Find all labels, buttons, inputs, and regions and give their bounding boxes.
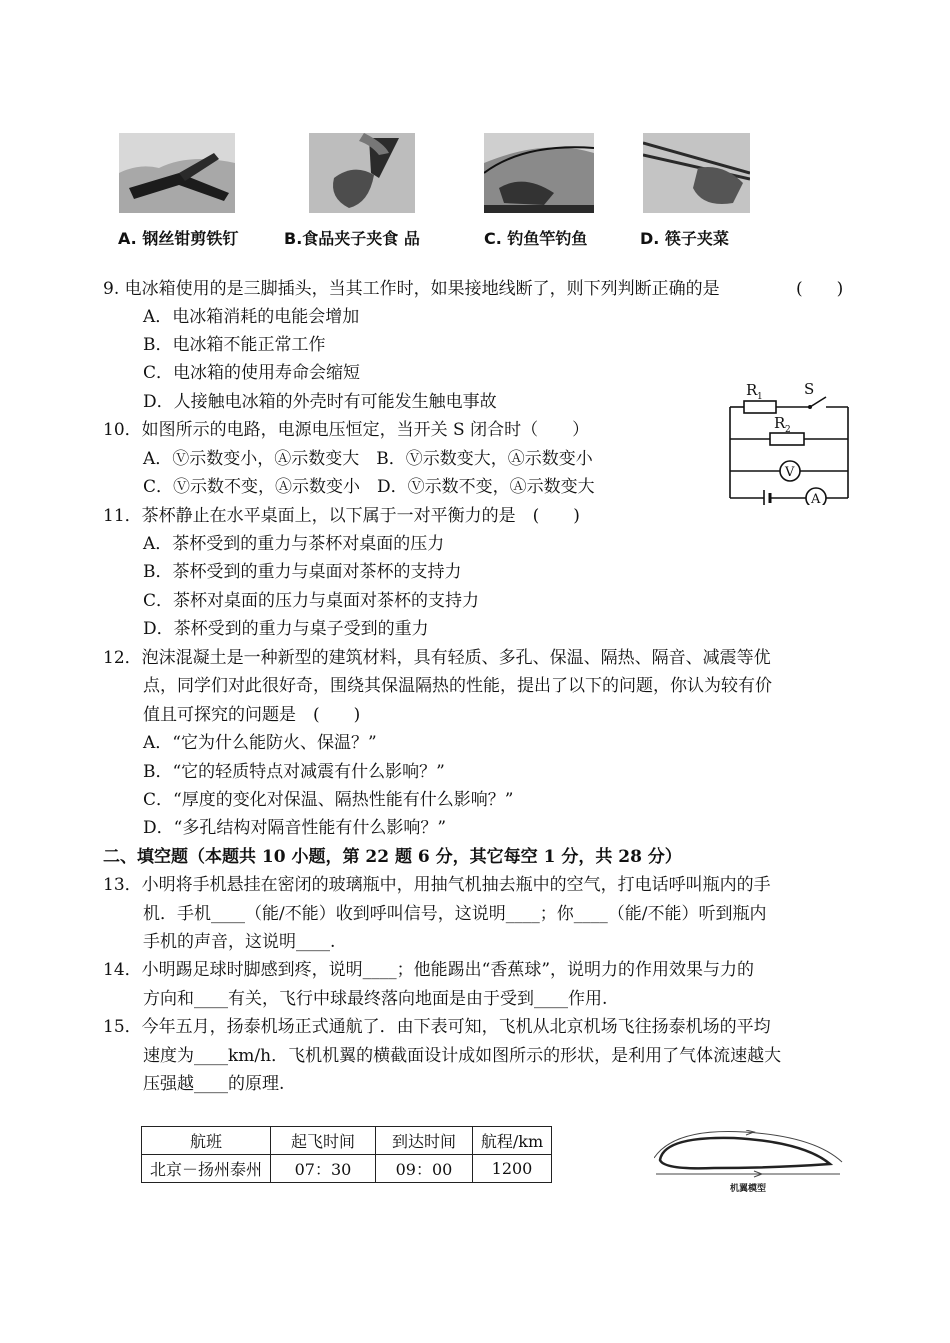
q15-line-2: 速度为____km/h．飞机机翼的横截面设计成如图所示的形状，是利用了气体流速越大	[143, 1046, 782, 1066]
circuit-r2-sub: 2	[785, 425, 791, 435]
q13-line-1: 13．小明将手机悬挂在密闭的玻璃瓶中，用抽气机抽去瓶中的空气，打电话呼叫瓶内的手	[103, 875, 771, 895]
flight-table	[141, 1126, 552, 1183]
circuit-r1-label: R	[746, 381, 758, 399]
q9-option-d: D．人接触电冰箱的外壳时有可能发生触电事故	[143, 392, 497, 412]
caption-c: C. 钓鱼竿钓鱼	[484, 229, 588, 248]
header-flight: 航班	[142, 1127, 271, 1155]
section-2-heading: 二、填空题（本题共 10 小题，第 22 题 6 分，其它每空 1 分，共 28 分）	[103, 847, 682, 867]
caption-d: D. 筷子夹菜	[640, 229, 729, 248]
q12-option-c: C．“厚度的变化对保温、隔热性能有什么影响？”	[143, 790, 514, 810]
q13-line-3: 手机的声音，这说明____.	[143, 932, 336, 952]
q15-line-3: 压强越____的原理.	[143, 1074, 285, 1094]
circuit-diagram	[726, 380, 852, 505]
q11-option-a: A．茶杯受到的重力与茶杯对桌面的压力	[143, 534, 445, 554]
photo-pliers	[119, 133, 235, 213]
q9-stem: 9. 电冰箱使用的是三脚插头，当其工作时，如果接地线断了，则下列判断正确的是	[103, 279, 720, 299]
q10-stem: 10．如图所示的电路，电源电压恒定，当开关 S 闭合时（ ）	[103, 420, 590, 440]
flight-table-header-row	[142, 1127, 552, 1155]
q14-line-1: 14．小明踢足球时脚感到疼，说明____；他能踢出“香蕉球”，说明力的作用效果与力的	[103, 960, 755, 980]
q11-stem: 11．茶杯静止在水平桌面上，以下属于一对平衡力的是 ( )	[103, 506, 580, 526]
circuit-r1-sub: 1	[757, 392, 763, 402]
q10-options-ab: A．Ⓥ示数变小，Ⓐ示数变大 B．Ⓥ示数变大，Ⓐ示数变小	[143, 449, 593, 469]
ammeter-label: A	[811, 492, 821, 505]
q9-paren: ( )	[796, 279, 844, 299]
wing-diagram	[654, 1130, 844, 1196]
photo-food-clip	[309, 133, 415, 213]
cell-distance: 1200	[473, 1155, 552, 1183]
q11-option-d: D．茶杯受到的重力与桌子受到的重力	[143, 619, 429, 639]
q12-stem-line-1: 12．泡沫混凝土是一种新型的建筑材料，具有轻质、多孔、保温、隔热、隔音、减震等优	[103, 648, 771, 668]
q12-option-b: B．“它的轻质特点对减震有什么影响？”	[143, 762, 445, 782]
header-distance: 航程/km	[473, 1127, 552, 1155]
flight-table-row	[142, 1155, 552, 1183]
q11-option-b: B．茶杯受到的重力与桌面对茶杯的支持力	[143, 562, 462, 582]
photo-fishing-rod	[484, 133, 594, 213]
q13-line-2: 机．手机____（能/不能）收到呼叫信号，这说明____；你____（能/不能）听到瓶内	[143, 904, 767, 924]
caption-b: B.食品夹子夹食 品	[284, 229, 420, 248]
circuit-switch-label: S	[804, 380, 815, 398]
q9-option-c: C．电冰箱的使用寿命会缩短	[143, 363, 361, 383]
q12-stem-line-3: 值且可探究的问题是 ( )	[143, 705, 361, 725]
q12-option-d: D．“多孔结构对隔音性能有什么影响？”	[143, 818, 447, 838]
q14-line-2: 方向和____有关，飞行中球最终落向地面是由于受到____作用.	[143, 989, 608, 1009]
q12-option-a: A．“它为什么能防火、保温？”	[143, 733, 377, 753]
circuit-r2-label: R	[774, 414, 786, 432]
q9-option-a: A．电冰箱消耗的电能会增加	[143, 307, 360, 327]
q10-options-cd: C．Ⓥ示数不变，Ⓐ示数变小 D．Ⓥ示数不变，Ⓐ示数变大	[143, 477, 595, 497]
header-arrival: 到达时间	[376, 1127, 473, 1155]
caption-a: A. 钢丝钳剪铁钉	[118, 229, 239, 248]
voltmeter-label: V	[785, 465, 795, 480]
wing-caption: 机翼模型	[730, 1184, 767, 1194]
q9-option-b: B．电冰箱不能正常工作	[143, 335, 326, 355]
header-departure: 起飞时间	[271, 1127, 376, 1155]
cell-departure: 07：30	[271, 1155, 376, 1183]
cell-route: 北京－扬州泰州	[142, 1155, 271, 1183]
q12-stem-line-2: 点，同学们对此很好奇，围绕其保温隔热的性能，提出了以下的问题，你认为较有价	[143, 676, 772, 696]
q11-option-c: C．茶杯对桌面的压力与桌面对茶杯的支持力	[143, 591, 480, 611]
q15-line-1: 15．今年五月，扬泰机场正式通航了．由下表可知，飞机从北京机场飞往扬泰机场的平均	[103, 1017, 771, 1037]
photo-chopsticks	[643, 133, 750, 213]
cell-arrival: 09：00	[376, 1155, 473, 1183]
